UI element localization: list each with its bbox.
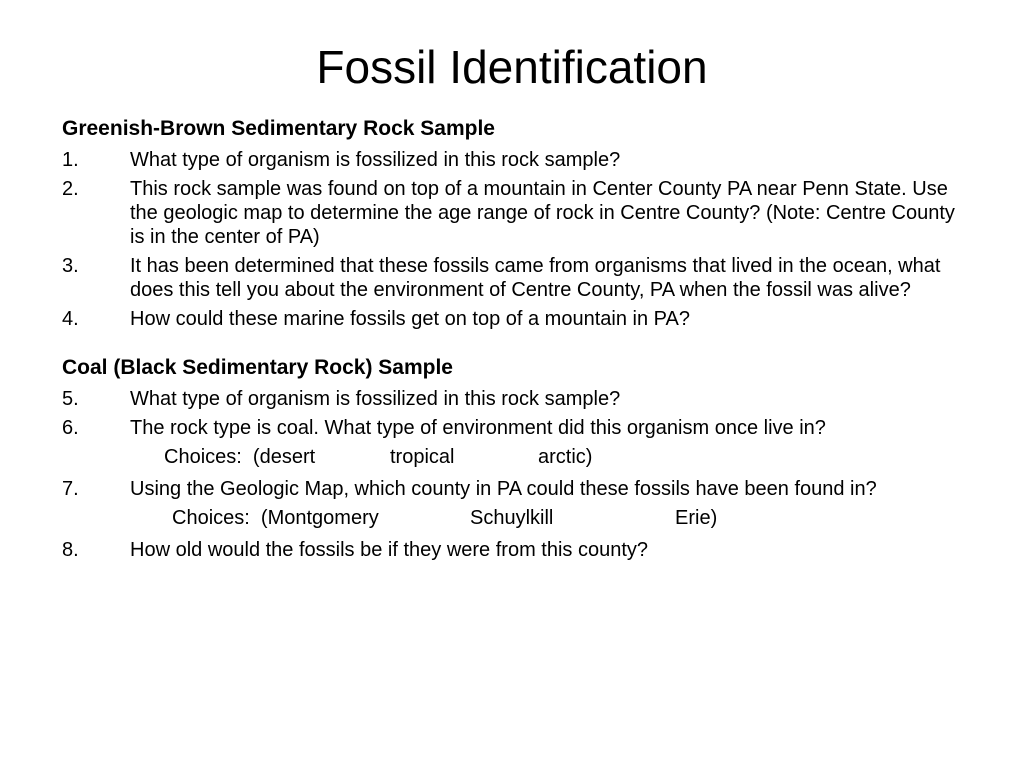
question-5 xyxy=(62,387,972,411)
choice-label: Choices: (Montgomery xyxy=(172,507,379,529)
slide-body xyxy=(62,116,972,567)
question-number: 1. xyxy=(62,149,79,171)
question-2 xyxy=(62,177,972,249)
section-heading-greenish-brown: Greenish-Brown Sedimentary Rock Sample xyxy=(62,117,495,140)
question-4 xyxy=(62,307,972,331)
question-text: The rock type is coal. What type of environment did this organism once live in? xyxy=(130,417,826,439)
question-7 xyxy=(62,477,972,501)
question-8 xyxy=(62,538,972,562)
section-heading-coal: Coal (Black Sedimentary Rock) Sample xyxy=(62,356,453,379)
question-text: This rock sample was found on top of a mountain in Center County PA near Penn State. Use the geologic map to determine the age range of rock in Centre County? (Note: Centre County is in the center of PA) xyxy=(130,178,955,248)
question-text: What type of organism is fossilized in this rock sample? xyxy=(130,388,621,410)
question-number: 2. xyxy=(62,178,79,200)
question-3 xyxy=(62,254,972,302)
choice-option: Erie) xyxy=(675,507,718,529)
question-6 xyxy=(62,416,972,440)
choice-option: arctic) xyxy=(538,446,593,468)
question-text: How old would the fossils be if they were from this county? xyxy=(130,539,649,561)
question-number: 6. xyxy=(62,417,79,439)
question-number: 5. xyxy=(62,388,79,410)
question-number: 3. xyxy=(62,255,79,277)
question-text: What type of organism is fossilized in this rock sample? xyxy=(130,149,621,171)
choices-question-7 xyxy=(62,506,972,530)
question-1 xyxy=(62,148,972,172)
question-text: It has been determined that these fossils came from organisms that lived in the ocean, what does this tell you about the environment of Centre County, PA when the fossil was alive? xyxy=(130,255,941,301)
question-number: 7. xyxy=(62,478,79,500)
slide-title: Fossil Identification xyxy=(316,41,708,93)
question-number: 4. xyxy=(62,308,79,330)
choices-question-6 xyxy=(62,445,972,469)
choice-option: tropical xyxy=(390,446,455,468)
choice-label: Choices: (desert xyxy=(164,446,316,468)
question-text: Using the Geologic Map, which county in PA could these fossils have been found in? xyxy=(130,478,877,500)
question-number: 8. xyxy=(62,539,79,561)
question-text: How could these marine fossils get on top of a mountain in PA? xyxy=(130,308,690,330)
choice-option: Schuylkill xyxy=(470,507,554,529)
